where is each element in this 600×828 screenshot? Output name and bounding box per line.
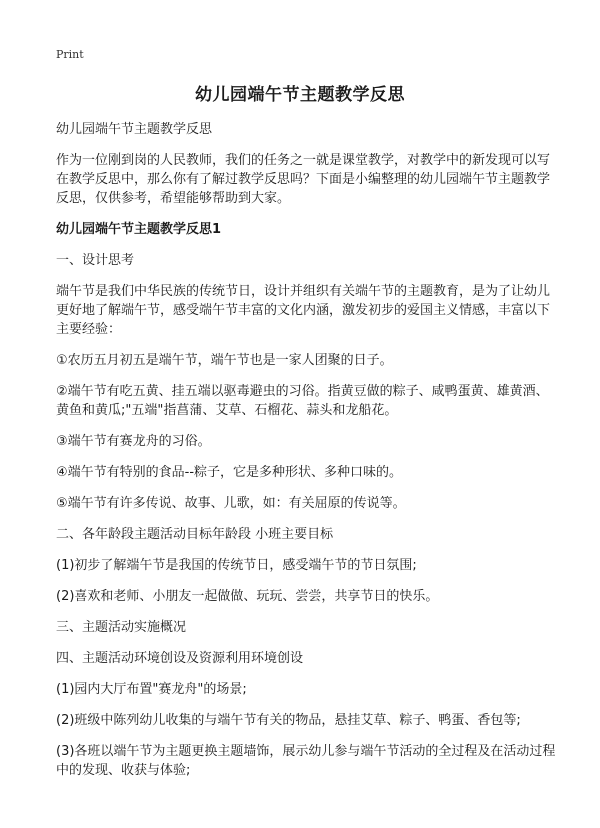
section-heading: 幼儿园端午节主题教学反思1 (56, 222, 222, 237)
intro-paragraph: 作为一位刚到岗的人民教师，我们的任务之一就是课堂教学，对教学中的新发现可以写在教学反思中，那么你有了解过教学反思吗？下面是小编整理的幼儿园端午节主题教学反思，仅供参考，希望能够帮助到大家。 (56, 153, 551, 206)
paragraph-implementation-heading: 三、主题活动实施概况 (56, 620, 187, 635)
document-subtitle: 幼儿园端午节主题教学反思 (56, 122, 213, 137)
paragraph-item-4: ④端午节有特别的食品--粽子，它是多种形状、多种口味的。 (56, 465, 403, 480)
paragraph-env-1: (1)园内大厅布置"赛龙舟"的场景; (56, 682, 247, 697)
paragraph-env-3: (3)各班以端午节为主题更换主题墙饰，展示幼儿参与端午节活动的全过程及在活动过程中的发现、收获与体验; (56, 744, 556, 778)
paragraph-environment-heading: 四、主题活动环境创设及资源利用环境创设 (56, 651, 304, 666)
paragraph-goal-1: (1)初步了解端午节是我国的传统节日，感受端午节的节日氛围; (56, 558, 417, 573)
document-body (56, 120, 556, 792)
print-link[interactable]: Print (56, 48, 84, 61)
paragraph-item-2: ②端午节有吃五黄、挂五端以驱毒避虫的习俗。指黄豆做的粽子、咸鸭蛋黄、雄黄酒、黄鱼和黄瓜;"五端"指菖蒲、艾草、石榴花、蒜头和龙船花。 (56, 384, 549, 418)
paragraph-design-heading: 一、设计思考 (56, 253, 135, 268)
paragraph-design-text: 端午节是我们中华民族的传统节日，设计并组织有关端午节的主题教育，是为了让幼儿更好地了解端午节，感受端午节丰富的文化内涵，激发初步的爱国主义情感，丰富以下主要经验： (56, 284, 551, 337)
paragraph-env-2: (2)班级中陈列幼儿收集的与端午节有关的物品，悬挂艾草、粽子、鸭蛋、香包等; (56, 713, 521, 728)
paragraph-goals-heading: 二、各年龄段主题活动目标年龄段 小班主要目标 (56, 527, 334, 542)
document-title: 幼儿园端午节主题教学反思 (195, 85, 405, 105)
paragraph-item-5: ⑤端午节有许多传说、故事、儿歌，如：有关屈原的传说等。 (56, 496, 406, 511)
paragraph-item-3: ③端午节有赛龙舟的习俗。 (56, 434, 211, 449)
paragraph-item-1: ①农历五月初五是端午节，端午节也是一家人团聚的日子。 (56, 353, 393, 368)
paragraph-goal-2: (2)喜欢和老师、小朋友一起做做、玩玩、尝尝，共享节日的快乐。 (56, 589, 439, 604)
